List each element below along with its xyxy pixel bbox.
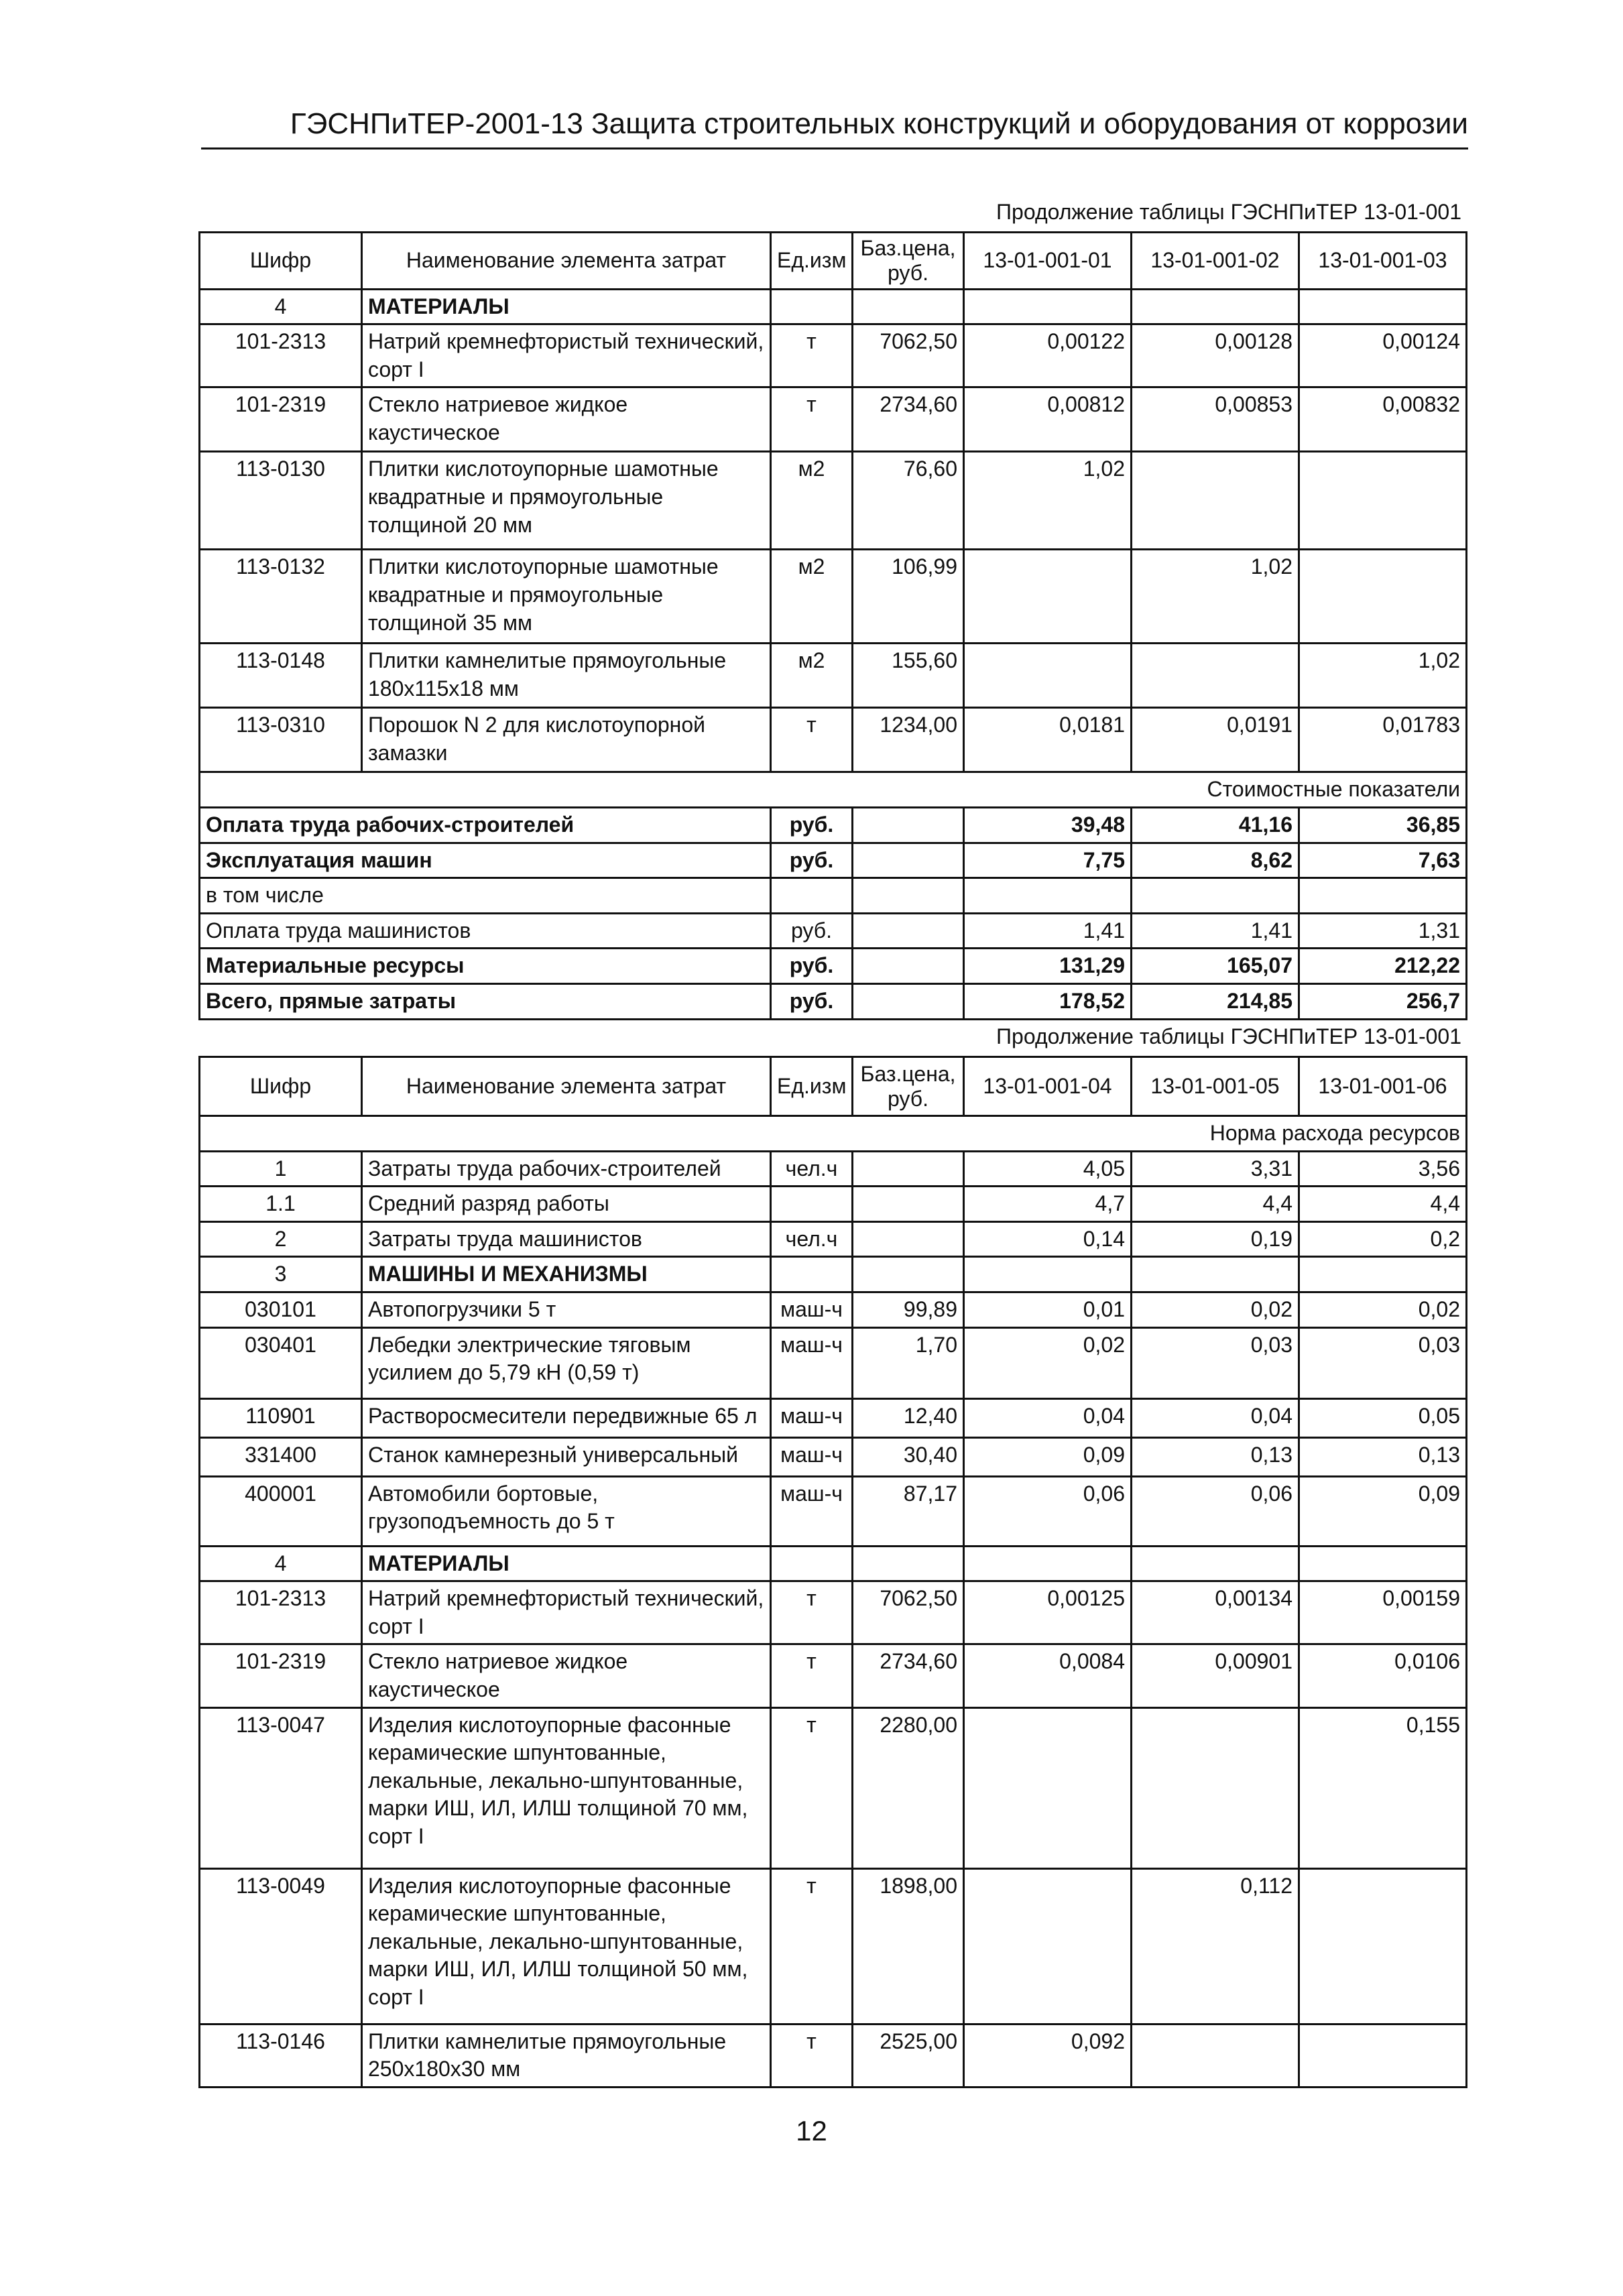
- row-v2: [1132, 644, 1299, 708]
- row-price: 99,89: [853, 1292, 964, 1327]
- row-v1: 0,00122: [964, 324, 1132, 387]
- cost-v3: 212,22: [1299, 949, 1467, 984]
- row-name: Порошок N 2 для кислотоупорной замазки: [362, 708, 771, 772]
- row-v2: 0,00134: [1132, 1581, 1299, 1644]
- row-v2: 0,06: [1132, 1476, 1299, 1546]
- cost-v2: 8,62: [1132, 843, 1299, 878]
- row-unit: маш-ч: [771, 1292, 853, 1327]
- table-row: [200, 1437, 1467, 1476]
- cost-v2: 1,41: [1132, 913, 1299, 949]
- row-price: 2525,00: [853, 2024, 964, 2087]
- row-name: Затраты труда машинистов: [362, 1221, 771, 1257]
- row-v2: 0,19: [1132, 1221, 1299, 1257]
- row-price: 155,60: [853, 644, 964, 708]
- row-price: 12,40: [853, 1398, 964, 1437]
- row-unit: [771, 1187, 853, 1222]
- row-code: 113-0132: [200, 550, 362, 644]
- row-v2: 0,13: [1132, 1437, 1299, 1476]
- table-row: [200, 1707, 1467, 1868]
- row-unit: чел.ч: [771, 1151, 853, 1187]
- row-price: 2280,00: [853, 1707, 964, 1868]
- row-v2: [1132, 452, 1299, 550]
- section-row: [200, 289, 1467, 324]
- col-price-header: Баз.цена, руб.: [853, 233, 964, 290]
- row-v1: 0,00812: [964, 387, 1132, 452]
- row-price: 2734,60: [853, 1644, 964, 1707]
- row-v1: [964, 644, 1132, 708]
- row-v3: 0,01783: [1299, 708, 1467, 772]
- row-v3: 4,4: [1299, 1187, 1467, 1222]
- cost-label: Материальные ресурсы: [200, 949, 771, 984]
- row-code: 1: [200, 1151, 362, 1187]
- col-price-header: Баз.цена, руб.: [853, 1057, 964, 1116]
- row-v3: 0,09: [1299, 1476, 1467, 1546]
- table-row: [200, 1581, 1467, 1644]
- row-v1: 0,0084: [964, 1644, 1132, 1707]
- cost-v2: 214,85: [1132, 983, 1299, 1019]
- row-price: 1898,00: [853, 1868, 964, 2024]
- col-code-header: Шифр: [200, 1057, 362, 1116]
- row-name: Плитки кислотоупорные шамотные квадратные и прямоугольные толщиной 20 мм: [362, 452, 771, 550]
- row-name: Средний разряд работы: [362, 1187, 771, 1222]
- row-price: [853, 1151, 964, 1187]
- page-number: 12: [796, 2115, 827, 2147]
- norm-header: Норма расхода ресурсов: [200, 1116, 1467, 1152]
- row-code: 113-0130: [200, 452, 362, 550]
- row-unit: т: [771, 708, 853, 772]
- cost-v3: 1,31: [1299, 913, 1467, 949]
- row-v1: 0,06: [964, 1476, 1132, 1546]
- row-v3: 0,02: [1299, 1292, 1467, 1327]
- row-v3: 0,2: [1299, 1221, 1467, 1257]
- table-row: [200, 644, 1467, 708]
- col-unit-header: Ед.изм: [771, 1057, 853, 1116]
- row-name: Станок камнерезный универсальный: [362, 1437, 771, 1476]
- row-v1: 0,092: [964, 2024, 1132, 2087]
- row-unit: маш-ч: [771, 1476, 853, 1546]
- table-row: [200, 550, 1467, 644]
- table-row: [200, 1221, 1467, 1257]
- cost-row: [200, 913, 1467, 949]
- cost-row: [200, 878, 1467, 914]
- row-v3: 0,13: [1299, 1437, 1467, 1476]
- cost-label: Оплата труда рабочих-строителей: [200, 807, 771, 843]
- row-unit: т: [771, 1644, 853, 1707]
- row-v1: 4,7: [964, 1187, 1132, 1222]
- row-v3: 0,0106: [1299, 1644, 1467, 1707]
- row-name: Натрий кремнефтористый технический, сорт I: [362, 1581, 771, 1644]
- row-name: Плитки камнелитые прямоугольные 180х115х18 мм: [362, 644, 771, 708]
- row-v1: [964, 550, 1132, 644]
- row-code: 1.1: [200, 1187, 362, 1222]
- section-row: [200, 1546, 1467, 1581]
- row-v2: 0,03: [1132, 1327, 1299, 1398]
- cost-header: Стоимостные показатели: [200, 772, 1467, 808]
- table-row: [200, 1398, 1467, 1437]
- row-v3: 3,56: [1299, 1151, 1467, 1187]
- col-v2-header: 13-01-001-02: [1132, 233, 1299, 290]
- row-code: 101-2313: [200, 1581, 362, 1644]
- cost-v1: 1,41: [964, 913, 1132, 949]
- row-v2: 0,00901: [1132, 1644, 1299, 1707]
- row-price: 2734,60: [853, 387, 964, 452]
- cost-row: [200, 807, 1467, 843]
- row-unit: м2: [771, 644, 853, 708]
- col-v3-header: 13-01-001-03: [1299, 233, 1467, 290]
- row-v1: 0,00125: [964, 1581, 1132, 1644]
- cost-unit: руб.: [771, 983, 853, 1019]
- row-unit: т: [771, 1707, 853, 1868]
- row-v1: 0,04: [964, 1398, 1132, 1437]
- cost-unit: руб.: [771, 949, 853, 984]
- cost-v2: [1132, 878, 1299, 914]
- row-v1: 0,0181: [964, 708, 1132, 772]
- table-row: [200, 324, 1467, 387]
- col-name-header: Наименование элемента затрат: [362, 1057, 771, 1116]
- cost-v1: [964, 878, 1132, 914]
- row-v3: 0,03: [1299, 1327, 1467, 1398]
- row-v3: [1299, 452, 1467, 550]
- row-v1: 1,02: [964, 452, 1132, 550]
- row-v3: 0,00159: [1299, 1581, 1467, 1644]
- table1-header-row: [200, 233, 1467, 290]
- row-code: 113-0049: [200, 1868, 362, 2024]
- col-v1-header: 13-01-001-04: [964, 1057, 1132, 1116]
- cost-v2: 165,07: [1132, 949, 1299, 984]
- cost-label: Оплата труда машинистов: [200, 913, 771, 949]
- row-name: Стекло натриевое жидкое каустическое: [362, 387, 771, 452]
- table2-caption: Продолжение таблицы ГЭСНПиТЕР 13-01-001: [996, 1024, 1461, 1048]
- row-price: 7062,50: [853, 324, 964, 387]
- section-row: [200, 1257, 1467, 1292]
- cost-v1: 131,29: [964, 949, 1132, 984]
- row-unit: т: [771, 1581, 853, 1644]
- cost-label: в том числе: [200, 878, 771, 914]
- row-v3: [1299, 1868, 1467, 2024]
- section-title: МАТЕРИАЛЫ: [362, 289, 771, 324]
- row-v3: 1,02: [1299, 644, 1467, 708]
- row-unit: м2: [771, 452, 853, 550]
- row-code: 101-2313: [200, 324, 362, 387]
- row-name: Стекло натриевое жидкое каустическое: [362, 1644, 771, 1707]
- row-code: 110901: [200, 1398, 362, 1437]
- row-v3: 0,00124: [1299, 324, 1467, 387]
- row-v2: 1,02: [1132, 550, 1299, 644]
- row-v1: 0,02: [964, 1327, 1132, 1398]
- row-name: Плитки камнелитые прямоугольные 250х180х30 мм: [362, 2024, 771, 2087]
- cost-v3: 7,63: [1299, 843, 1467, 878]
- table-row: [200, 1187, 1467, 1222]
- row-name: Автомобили бортовые, грузоподъемность до 5 т: [362, 1476, 771, 1546]
- row-v2: [1132, 1707, 1299, 1868]
- cost-v1: 7,75: [964, 843, 1132, 878]
- row-v1: 0,01: [964, 1292, 1132, 1327]
- row-name: Автопогрузчики 5 т: [362, 1292, 771, 1327]
- row-v2: 0,02: [1132, 1292, 1299, 1327]
- row-v3: 0,155: [1299, 1707, 1467, 1868]
- cost-row: [200, 983, 1467, 1019]
- cost-label: Всего, прямые затраты: [200, 983, 771, 1019]
- table-row: [200, 387, 1467, 452]
- row-unit: т: [771, 324, 853, 387]
- row-name: Изделия кислотоупорные фасонные керамические шпунтованные, лекальные, лекально-шпунтованные, марки ИШ, ИЛ, ИЛШ толщиной 50 мм, сорт I: [362, 1868, 771, 2024]
- cost-unit: руб.: [771, 843, 853, 878]
- row-name: Натрий кремнефтористый технический, сорт I: [362, 324, 771, 387]
- table1-caption: Продолжение таблицы ГЭСНПиТЕР 13-01-001: [996, 200, 1461, 224]
- row-unit: м2: [771, 550, 853, 644]
- cost-unit: руб.: [771, 807, 853, 843]
- row-code: 2: [200, 1221, 362, 1257]
- cost-unit: [771, 878, 853, 914]
- row-v2: 0,0191: [1132, 708, 1299, 772]
- row-code: 400001: [200, 1476, 362, 1546]
- table1: [198, 231, 1467, 1020]
- row-v3: [1299, 2024, 1467, 2087]
- row-unit: маш-ч: [771, 1327, 853, 1398]
- row-price: 1,70: [853, 1327, 964, 1398]
- row-unit: т: [771, 2024, 853, 2087]
- cost-v3: [1299, 878, 1467, 914]
- row-v2: 0,00853: [1132, 387, 1299, 452]
- row-code: 101-2319: [200, 1644, 362, 1707]
- row-price: 87,17: [853, 1476, 964, 1546]
- cost-v2: 41,16: [1132, 807, 1299, 843]
- col-v2-header: 13-01-001-05: [1132, 1057, 1299, 1116]
- row-unit: т: [771, 1868, 853, 2024]
- row-v1: [964, 1707, 1132, 1868]
- row-v3: 0,05: [1299, 1398, 1467, 1437]
- table-row: [200, 1644, 1467, 1707]
- row-code: 113-0148: [200, 644, 362, 708]
- row-code: 101-2319: [200, 387, 362, 452]
- table-row: [200, 1327, 1467, 1398]
- row-v3: [1299, 550, 1467, 644]
- section-code: 3: [200, 1257, 362, 1292]
- row-code: 030101: [200, 1292, 362, 1327]
- row-v1: 0,09: [964, 1437, 1132, 1476]
- cost-v3: 36,85: [1299, 807, 1467, 843]
- row-price: [853, 1187, 964, 1222]
- cost-v1: 39,48: [964, 807, 1132, 843]
- row-name: Изделия кислотоупорные фасонные керамические шпунтованные, лекальные, лекально-шпунтованные, марки ИШ, ИЛ, ИЛШ толщиной 70 мм, сорт I: [362, 1707, 771, 1868]
- row-v2: 4,4: [1132, 1187, 1299, 1222]
- col-v1-header: 13-01-001-01: [964, 233, 1132, 290]
- table-row: [200, 1868, 1467, 2024]
- row-unit: маш-ч: [771, 1437, 853, 1476]
- row-price: 76,60: [853, 452, 964, 550]
- row-v2: 0,04: [1132, 1398, 1299, 1437]
- col-unit-header: Ед.изм: [771, 233, 853, 290]
- row-price: 106,99: [853, 550, 964, 644]
- cost-row: [200, 843, 1467, 878]
- cost-unit: руб.: [771, 913, 853, 949]
- section-code: 4: [200, 1546, 362, 1581]
- row-v1: 0,14: [964, 1221, 1132, 1257]
- table2-header-row: [200, 1057, 1467, 1116]
- table-row: [200, 2024, 1467, 2087]
- norm-header-row: [200, 1116, 1467, 1152]
- row-v1: [964, 1868, 1132, 2024]
- col-code-header: Шифр: [200, 233, 362, 290]
- row-unit: маш-ч: [771, 1398, 853, 1437]
- row-v1: 4,05: [964, 1151, 1132, 1187]
- cost-row: [200, 949, 1467, 984]
- row-unit: чел.ч: [771, 1221, 853, 1257]
- row-code: 030401: [200, 1327, 362, 1398]
- row-code: 331400: [200, 1437, 362, 1476]
- row-code: 113-0310: [200, 708, 362, 772]
- table-row: [200, 1292, 1467, 1327]
- row-price: [853, 1221, 964, 1257]
- row-name: Растворосмесители передвижные 65 л: [362, 1398, 771, 1437]
- row-name: Плитки кислотоупорные шамотные квадратные и прямоугольные толщиной 35 мм: [362, 550, 771, 644]
- row-v2: [1132, 2024, 1299, 2087]
- row-name: Лебедки электрические тяговым усилием до 5,79 кН (0,59 т): [362, 1327, 771, 1398]
- table-row: [200, 708, 1467, 772]
- table-row: [200, 1151, 1467, 1187]
- cost-v1: 178,52: [964, 983, 1132, 1019]
- col-v3-header: 13-01-001-06: [1299, 1057, 1467, 1116]
- row-unit: т: [771, 387, 853, 452]
- row-v2: 0,112: [1132, 1868, 1299, 2024]
- section-code: 4: [200, 289, 362, 324]
- col-name-header: Наименование элемента затрат: [362, 233, 771, 290]
- table-row: [200, 1476, 1467, 1546]
- table2: [198, 1056, 1467, 2088]
- row-code: 113-0047: [200, 1707, 362, 1868]
- row-name: Затраты труда рабочих-строителей: [362, 1151, 771, 1187]
- page-header: ГЭСНПиТЕР-2001-13 Защита строительных конструкций и оборудования от коррозии: [201, 107, 1468, 149]
- section-title: МАШИНЫ И МЕХАНИЗМЫ: [362, 1257, 771, 1292]
- row-price: 7062,50: [853, 1581, 964, 1644]
- row-code: 113-0146: [200, 2024, 362, 2087]
- section-title: МАТЕРИАЛЫ: [362, 1546, 771, 1581]
- row-v3: 0,00832: [1299, 387, 1467, 452]
- cost-label: Эксплуатация машин: [200, 843, 771, 878]
- cost-header-row: [200, 772, 1467, 808]
- row-v2: 0,00128: [1132, 324, 1299, 387]
- table-row: [200, 452, 1467, 550]
- row-price: 1234,00: [853, 708, 964, 772]
- cost-v3: 256,7: [1299, 983, 1467, 1019]
- row-price: 30,40: [853, 1437, 964, 1476]
- row-v2: 3,31: [1132, 1151, 1299, 1187]
